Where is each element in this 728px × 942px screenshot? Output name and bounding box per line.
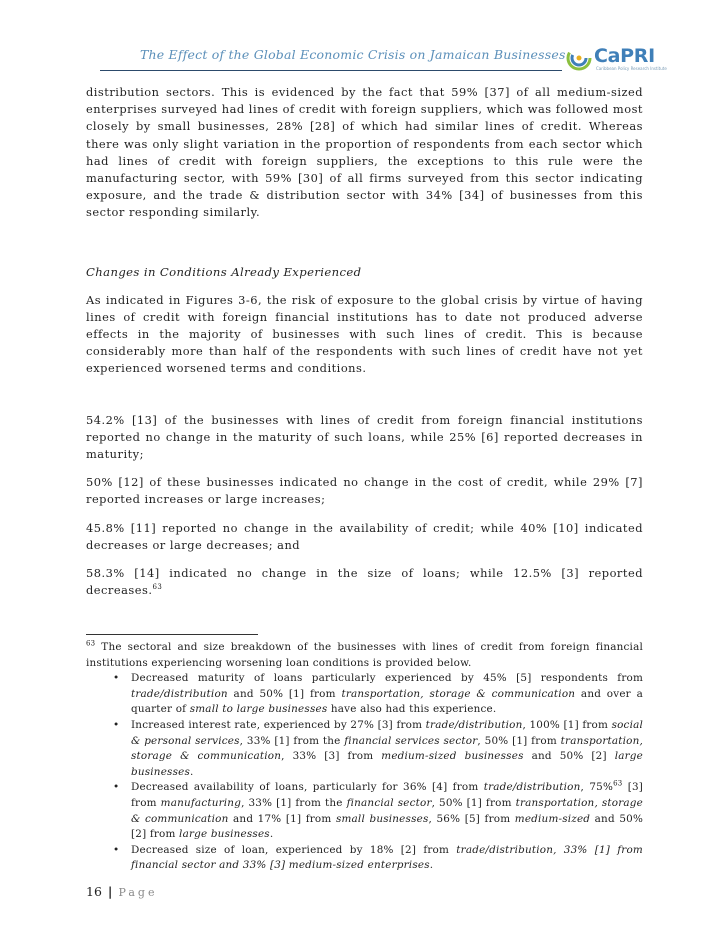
header-rule <box>100 70 562 71</box>
italic-text: financial services sector <box>344 734 478 747</box>
text: , 33% [1] from the <box>239 734 345 747</box>
paragraph-cost: 50% [12] of these businesses indicated no change in the cost of credit, while 29% [7] reported increases or large increases; <box>86 475 643 507</box>
italic-text: large businesses <box>179 828 270 841</box>
paragraph-sector-credit: distribution sectors. This is evidenced by the fact that 59% [37] of all medium-sized enterprises surveyed had lines of credit with foreign suppliers, which was followed most closely by small businesses, 28% [28] of which had similar lines of credit. Whereas there was only slight variation in the proportion of respondents from each sector which had lines of credit with foreign suppliers, the exceptions to this rule were the manufacturing sector, with 59% [30] of all firms surveyed from this sector indicating exposure, and the trade & distribution sector with 34% [34] of businesses from this sector responding similarly. <box>86 85 643 220</box>
paragraph-availability: 45.8% [11] reported no change in the availability of credit; while 40% [10] indicated decreases or large decreases; and <box>86 520 643 552</box>
italic-text: social & personal services <box>131 718 644 747</box>
footnote-superscript: 63 <box>613 779 623 788</box>
text: , 50% [1] from <box>477 734 561 747</box>
text: , 33% [3] from <box>281 750 382 763</box>
text: , 56% [5] from <box>428 812 515 825</box>
capri-swirl-icon <box>566 45 592 71</box>
page-footer <box>86 884 158 899</box>
italic-text: trade/distribution <box>425 718 523 731</box>
bullet-icon: • <box>113 672 120 685</box>
bullet-icon: • <box>113 781 120 794</box>
footnote <box>86 640 643 874</box>
footnote-reference[interactable]: 63 <box>152 583 163 592</box>
logo-subtitle: Caribbean Policy Research Institute <box>596 66 667 71</box>
page-number: 16 <box>86 884 102 899</box>
footnote-item-availability <box>86 780 643 842</box>
text: , 75% <box>580 781 614 794</box>
italic-text: small to large businesses <box>189 703 328 716</box>
main-content <box>86 84 643 599</box>
footnote-marker: 63 <box>86 639 96 648</box>
italic-text: trade/distribution, 33% [1] from financial sector and 33% [3] medium-sized enterprises <box>131 843 643 872</box>
paragraph-size-text: 58.3% [14] indicated no change in the size of loans; while 12.5% [3] reported decreases. <box>86 566 643 598</box>
bullet-icon: • <box>113 718 120 731</box>
text: and 17% [1] from <box>228 812 336 825</box>
text: have also had this experience. <box>327 703 497 716</box>
italic-text: transportation, storage & communication <box>131 734 644 763</box>
italic-text: manufacturing <box>160 796 242 809</box>
running-header-title: The Effect of the Global Economic Crisis on Jamaican Businesses <box>140 47 566 62</box>
paragraph-exposure: As indicated in Figures 3-6, the risk of exposure to the global crisis by virtue of having lines of credit with foreign financial institutions has to date not produced adverse effects in the majority of businesses with such lines of credit. This is because considerably more than half of the respondents with such lines of credit have not yet experienced worsened terms and conditions. <box>86 292 643 376</box>
paragraph-size <box>86 565 643 599</box>
logo-wordmark: CaPRI <box>594 45 655 67</box>
bullet-icon: • <box>113 843 120 856</box>
footnote-item-loan-size <box>86 843 643 874</box>
page-header <box>0 0 728 80</box>
footnote-intro <box>86 640 643 671</box>
footnote-list <box>86 671 643 874</box>
text: , 33% [1] from the <box>241 796 347 809</box>
text: Decreased availability of loans, particularly for 36% [4] from <box>131 781 484 794</box>
italic-text: trade/distribution <box>483 781 581 794</box>
text: and 50% [2] from <box>131 812 644 841</box>
text: Decreased size of loan, experienced by 18% [2] from <box>131 843 457 856</box>
italic-text: financial sector <box>346 796 432 809</box>
text: , 50% [1] from <box>431 796 516 809</box>
italic-text: large businesses <box>131 750 643 778</box>
footnote-item-interest-rate <box>86 718 643 780</box>
italic-text: trade/distribution <box>131 687 228 700</box>
text: , 100% [1] from <box>522 718 612 731</box>
text: . <box>269 828 274 841</box>
paragraph-maturity: 54.2% [13] of the businesses with lines of credit from foreign financial institutions reported no change in the maturity of such loans, while 25% [6] reported decreases in maturity; <box>86 412 643 462</box>
text: . <box>190 765 194 778</box>
footnote-intro-text: The sectoral and size breakdown of the businesses with lines of credit from foreign financial institutions experiencing worsening loan conditions is provided below. <box>86 641 643 669</box>
text: Increased interest rate, experienced by 27% [3] from <box>131 718 426 731</box>
page-label: Page <box>118 886 158 899</box>
text: Decreased maturity of loans particularly experienced by 45% [5] respondents from <box>131 672 643 685</box>
text: and 50% [1] from <box>227 687 342 700</box>
text: [3] from <box>131 781 644 809</box>
footnote-item-maturity <box>86 671 643 718</box>
italic-text: transportation, storage & communication <box>131 796 644 825</box>
text: . <box>429 859 434 872</box>
italic-text: transportation, storage & communication <box>341 687 576 700</box>
section-heading: Changes in Conditions Already Experienced <box>86 264 362 279</box>
text: and 50% [2] <box>523 750 615 763</box>
italic-text: medium-sized businesses <box>381 750 524 763</box>
footnote-rule <box>86 634 258 635</box>
footer-separator: | <box>107 884 113 899</box>
italic-text: medium-sized <box>514 812 591 825</box>
text: and over a quarter of <box>131 687 643 716</box>
italic-text: small businesses <box>335 812 429 825</box>
